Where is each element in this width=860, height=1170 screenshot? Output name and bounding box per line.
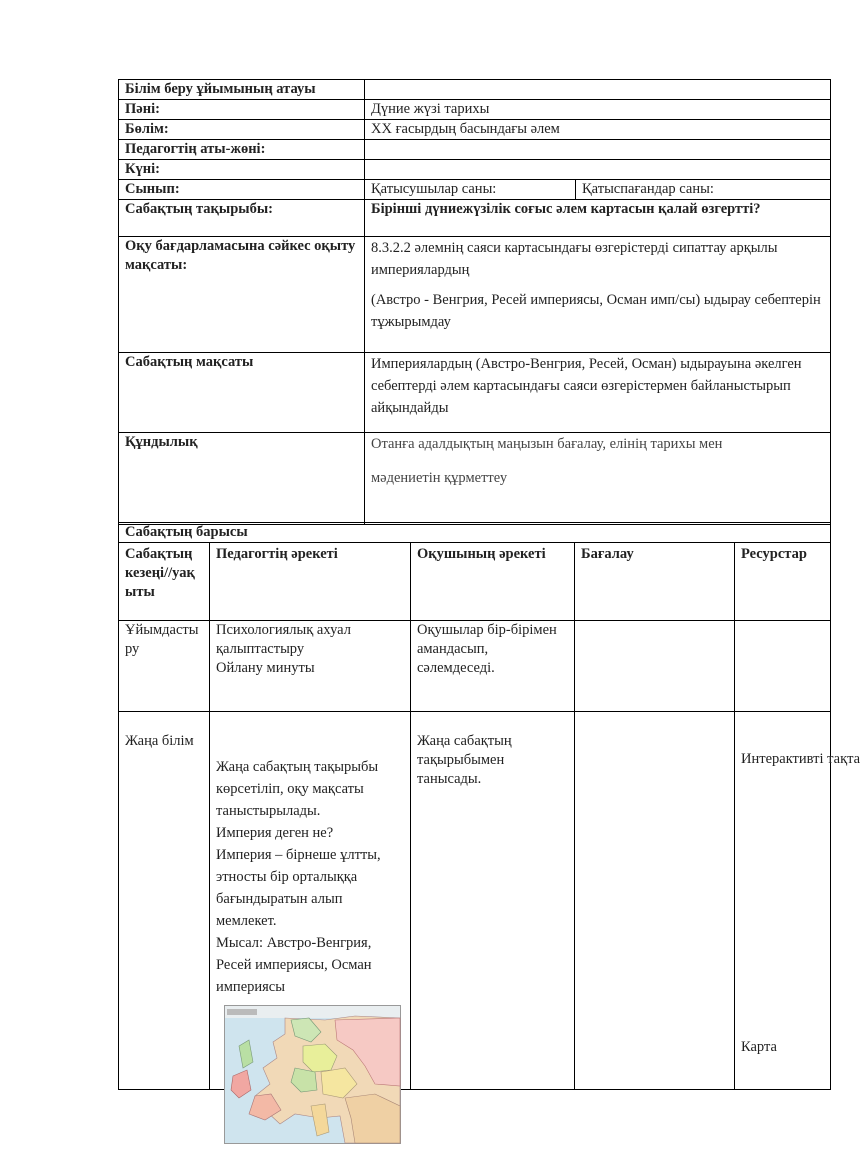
date-label: Күні: bbox=[119, 160, 365, 180]
col-teacher: Педагогтің әрекеті bbox=[210, 543, 411, 621]
teacher-text-4: Мысал: Австро-Венгрия, Ресей империясы, Осман империясы bbox=[216, 935, 372, 995]
process-header-row bbox=[119, 543, 831, 621]
col-assessment: Бағалау bbox=[575, 543, 735, 621]
topic-label: Сабақтың тақырыбы: bbox=[119, 200, 365, 237]
teacher-text-1: Жаңа сабақтың тақырыбы көрсетіліп, оқу мақсаты таныстырылады. bbox=[216, 759, 379, 819]
goal-value: Империялардың (Австро-Венгрия, Ресей, Осман) ыдырауына әкелген себептерді әлем картасындағы саяси өзгерістермен байланыстырып айқындайды bbox=[365, 353, 831, 433]
header-row-date bbox=[119, 160, 831, 180]
subject-value: Дүние жүзі тарихы bbox=[365, 100, 831, 120]
table-row bbox=[119, 621, 831, 712]
assessment-cell bbox=[575, 621, 735, 712]
teacher-label: Педагогтің аты-жөні: bbox=[119, 140, 365, 160]
goal-label: Сабақтың мақсаты bbox=[119, 353, 365, 433]
header-row-topic bbox=[119, 200, 831, 237]
objectives-value-1: 8.3.2.2 әлемнің саяси картасындағы өзгерістерді сипаттау арқылы империялардың bbox=[371, 240, 778, 278]
header-row-teacher bbox=[119, 140, 831, 160]
values-value-1: Отанға адалдықтың маңызын бағалау, елінің тарихы мен bbox=[371, 436, 723, 452]
date-value bbox=[365, 160, 831, 180]
org-value bbox=[365, 80, 831, 100]
topic-value: Бірінші дүниежүзілік соғыс әлем картасын қалай өзгертті? bbox=[365, 200, 831, 237]
header-row-goal bbox=[119, 353, 831, 433]
header-row-objectives bbox=[119, 237, 831, 353]
col-resources: Ресурстар bbox=[735, 543, 831, 621]
col-student: Оқушының әрекеті bbox=[411, 543, 575, 621]
stage-cell: Жаңа білім bbox=[119, 712, 210, 1090]
absent-label: Қатыспағандар саны: bbox=[576, 180, 831, 200]
resources-text-2: Карта bbox=[741, 1039, 777, 1055]
teacher-value bbox=[365, 140, 831, 160]
student-cell: Оқушылар бір-бірімен амандасып, сәлемдеседі. bbox=[411, 621, 575, 712]
process-title-row bbox=[119, 523, 831, 543]
objectives-cell bbox=[365, 237, 831, 353]
present-label: Қатысушылар саны: bbox=[365, 180, 576, 200]
subject-label: Пәні: bbox=[119, 100, 365, 120]
teacher-cell bbox=[210, 621, 411, 712]
header-row-subject bbox=[119, 100, 831, 120]
values-label: Құндылық bbox=[119, 433, 365, 525]
header-row-org bbox=[119, 80, 831, 100]
teacher-text-3: Империя – бірнеше ұлтты, этносты бір орталыққа бағындыратын алып мемлекет. bbox=[216, 847, 381, 929]
resources-cell bbox=[735, 712, 860, 1090]
class-label: Сынып: bbox=[119, 180, 365, 200]
teacher-text-2: Империя деген не? bbox=[216, 825, 334, 841]
assessment-cell bbox=[575, 712, 735, 1090]
teacher-text-2: Ойлану минуты bbox=[216, 660, 315, 676]
org-label: Білім беру ұйымының атауы bbox=[119, 80, 365, 100]
header-row-section bbox=[119, 120, 831, 140]
header-row-class bbox=[119, 180, 831, 200]
section-label: Бөлім: bbox=[119, 120, 365, 140]
header-row-values bbox=[119, 433, 831, 525]
europe-map-image bbox=[224, 1005, 401, 1144]
section-value: ХХ ғасырдың басындағы әлем bbox=[365, 120, 831, 140]
objectives-label: Оқу бағдарламасына сәйкес оқыту мақсаты: bbox=[119, 237, 365, 353]
europe-map-icon bbox=[225, 1006, 400, 1143]
process-title: Сабақтың барысы bbox=[119, 523, 831, 543]
col-stage: Сабақтың кезеңі//уақыты bbox=[119, 543, 210, 621]
values-cell bbox=[365, 433, 831, 525]
values-value-2: мәдениетін құрметтеу bbox=[371, 470, 508, 486]
teacher-text-1: Психологиялық ахуал қалыптастыру bbox=[216, 622, 351, 657]
student-cell: Жаңа сабақтың тақырыбымен танысады. bbox=[411, 712, 575, 1090]
stage-cell: Ұйымдастыру bbox=[119, 621, 210, 712]
resources-cell bbox=[735, 621, 831, 712]
resources-text-1: Интерактивті тақта bbox=[741, 751, 860, 767]
objectives-value-2: (Австро - Венгрия, Ресей империясы, Осман имп/сы) ыдырау себептерін тұжырымдау bbox=[371, 292, 821, 330]
lesson-header-table bbox=[118, 79, 831, 525]
